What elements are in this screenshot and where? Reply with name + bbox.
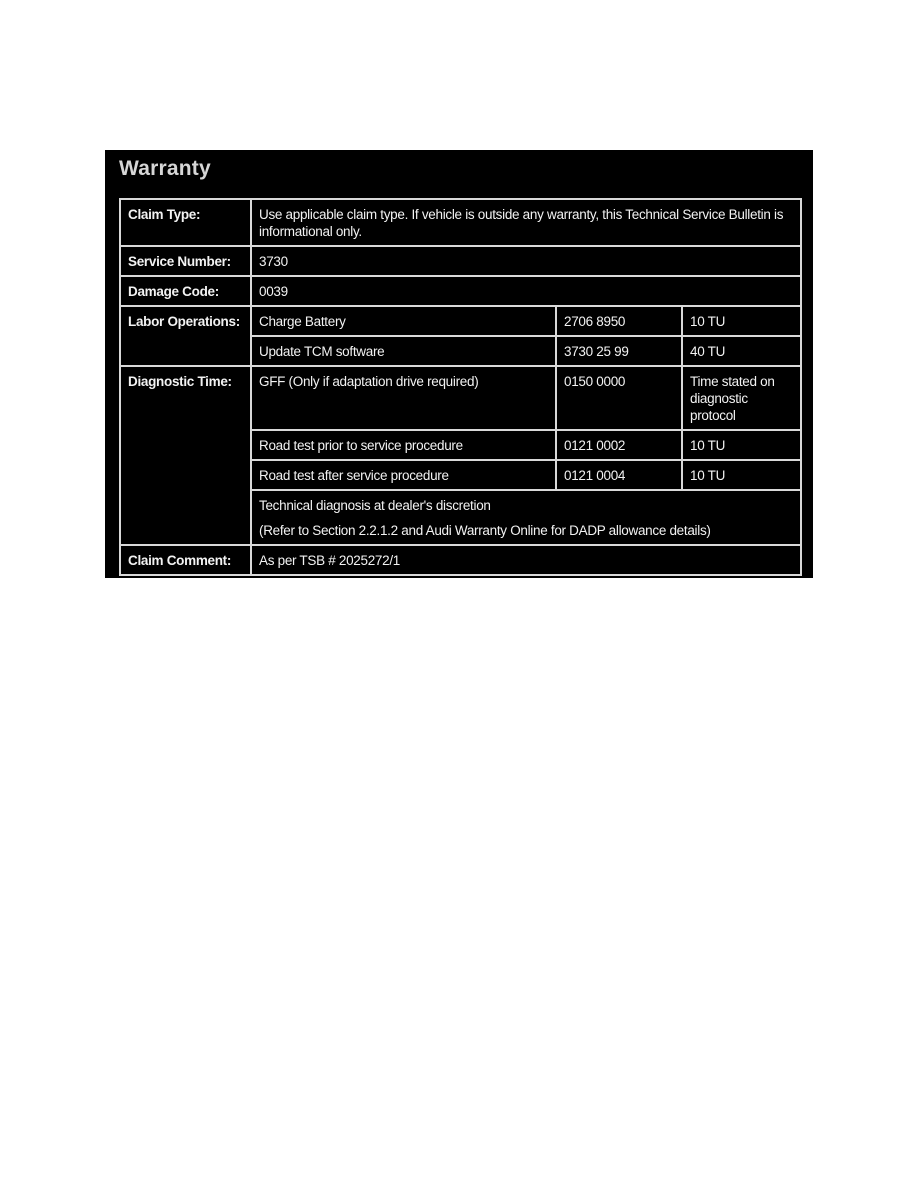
- labor-operations-row-1: [120, 306, 801, 336]
- diagnostic-note-cell: [251, 490, 801, 545]
- labor-op-description: Charge Battery: [251, 306, 556, 336]
- diagnostic-code: 0121 0004: [556, 460, 682, 490]
- damage-code-value: 0039: [251, 276, 801, 306]
- diagnostic-description: Road test after service procedure: [251, 460, 556, 490]
- warranty-panel: [105, 150, 813, 578]
- claim-comment-label: Claim Comment:: [120, 545, 251, 575]
- diagnostic-time-value: Time stated on diagnostic protocol: [682, 366, 801, 430]
- service-number-label: Service Number:: [120, 246, 251, 276]
- damage-code-label: Damage Code:: [120, 276, 251, 306]
- diagnostic-code: 0150 0000: [556, 366, 682, 430]
- labor-operations-label: Labor Operations:: [120, 306, 251, 366]
- diagnostic-note-line1: Technical diagnosis at dealer's discretion: [259, 498, 491, 513]
- labor-op-code: 3730 25 99: [556, 336, 682, 366]
- diagnostic-description: GFF (Only if adaptation drive required): [251, 366, 556, 430]
- service-number-row: [120, 246, 801, 276]
- diagnostic-note-line2: (Refer to Section 2.2.1.2 and Audi Warranty Online for DADP allowance details): [259, 523, 711, 538]
- warranty-title: Warranty: [119, 157, 211, 180]
- diagnostic-time-label: Diagnostic Time:: [120, 366, 251, 545]
- claim-type-label: Claim Type:: [120, 199, 251, 246]
- labor-op-time: 40 TU: [682, 336, 801, 366]
- claim-type-value: Use applicable claim type. If vehicle is outside any warranty, this Technical Service Bulletin is informational only.: [251, 199, 801, 246]
- damage-code-row: [120, 276, 801, 306]
- diagnostic-time-value: 10 TU: [682, 460, 801, 490]
- diagnostic-code: 0121 0002: [556, 430, 682, 460]
- labor-op-code: 2706 8950: [556, 306, 682, 336]
- diagnostic-description: Road test prior to service procedure: [251, 430, 556, 460]
- labor-op-time: 10 TU: [682, 306, 801, 336]
- diagnostic-time-row-1: [120, 366, 801, 430]
- diagnostic-time-value: 10 TU: [682, 430, 801, 460]
- warranty-table: [119, 198, 802, 576]
- claim-type-row: [120, 199, 801, 246]
- claim-comment-value: As per TSB # 2025272/1: [251, 545, 801, 575]
- claim-comment-row: [120, 545, 801, 575]
- service-number-value: 3730: [251, 246, 801, 276]
- labor-op-description: Update TCM software: [251, 336, 556, 366]
